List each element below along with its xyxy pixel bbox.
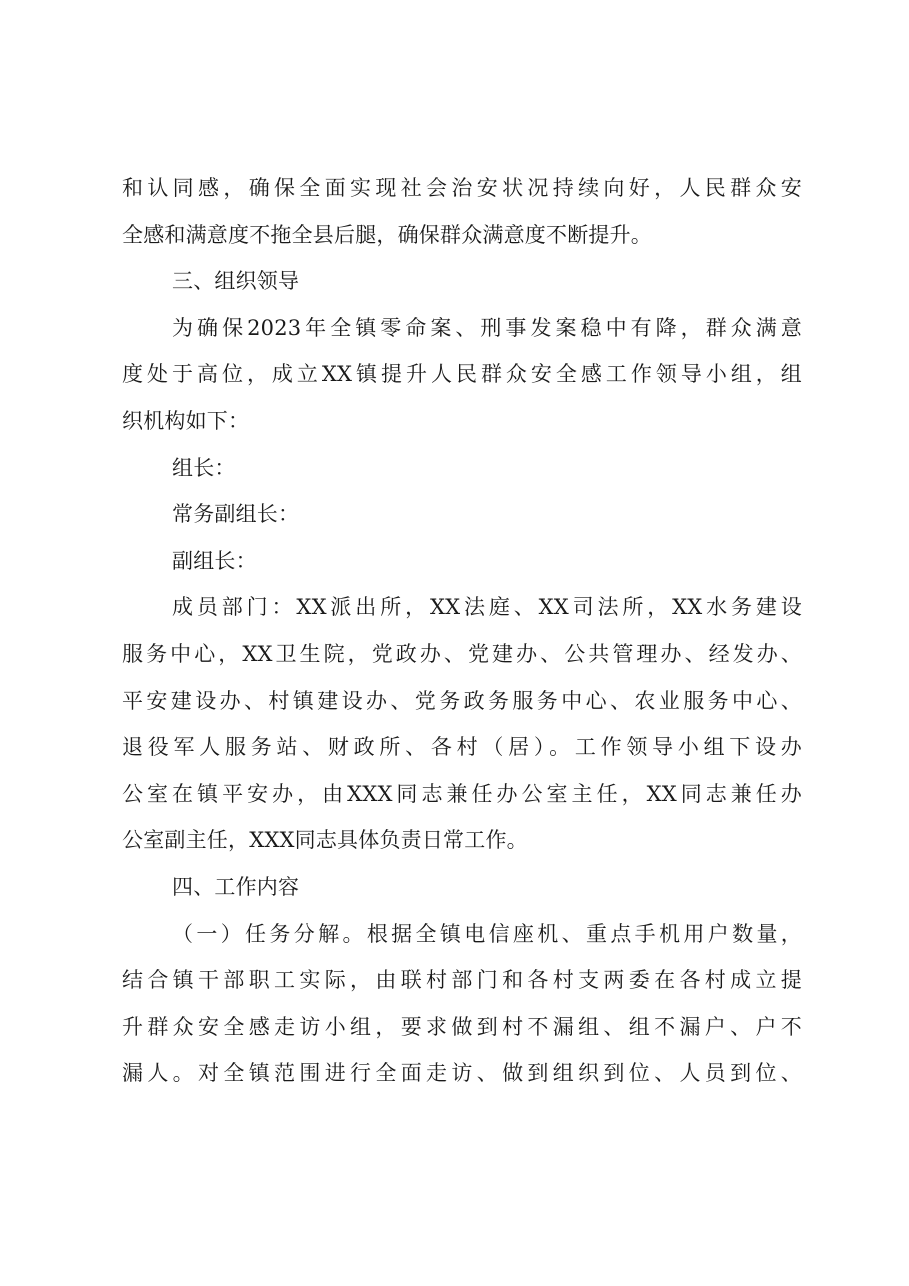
text-line: 和认同感，确保全面实现社会治安状况持续向好，人民群众安 [122,176,802,200]
text-line: 组长： [172,455,236,480]
text-line: 成员部门：XX派出所，XX法庭、XX司法所，XX水务建设 [172,595,802,620]
text-line: 副组长： [172,548,257,573]
text-line: 服务中心，XX卫生院，党政办、党建办、公共管理办、经发办、 [122,641,802,666]
text-line: 三、组织领导 [172,269,300,294]
text-line: 公室副主任，XXX同志具体负责日常工作。 [122,828,528,853]
text-line: 公室在镇平安办，由XXX同志兼任办公室主任，XX同志兼任办 [122,781,802,806]
text-line: 四、工作内容 [172,874,300,899]
text-line: 升群众安全感走访小组，要求做到村不漏组、组不漏户、户不 [122,1014,802,1039]
document-body [122,165,802,1097]
text-line: 织机构如下： [122,408,250,433]
text-line: 全感和满意度不拖全县后腿，确保群众满意度不断提升。 [122,222,652,247]
text-line: 度处于高位，成立XX镇提升人民群众安全感工作领导小组，组 [122,362,802,387]
text-line: 漏人。对全镇范围进行全面走访、做到组织到位、人员到位、 [122,1061,802,1086]
text-line: 退役军人服务站、财政所、各村（居）。工作领导小组下设办 [122,735,802,760]
text-line: 为确保2023年全镇零命案、刑事发案稳中有降，群众满意 [172,315,802,340]
text-line: 常务副组长： [172,502,300,527]
text-line: 平安建设办、村镇建设办、党务政务服务中心、农业服务中心、 [122,688,802,713]
text-line: 结合镇干部职工实际，由联村部门和各村支两委在各村成立提 [122,968,802,993]
text-line: （一）任务分解。根据全镇电信座机、重点手机用户数量， [172,921,802,946]
